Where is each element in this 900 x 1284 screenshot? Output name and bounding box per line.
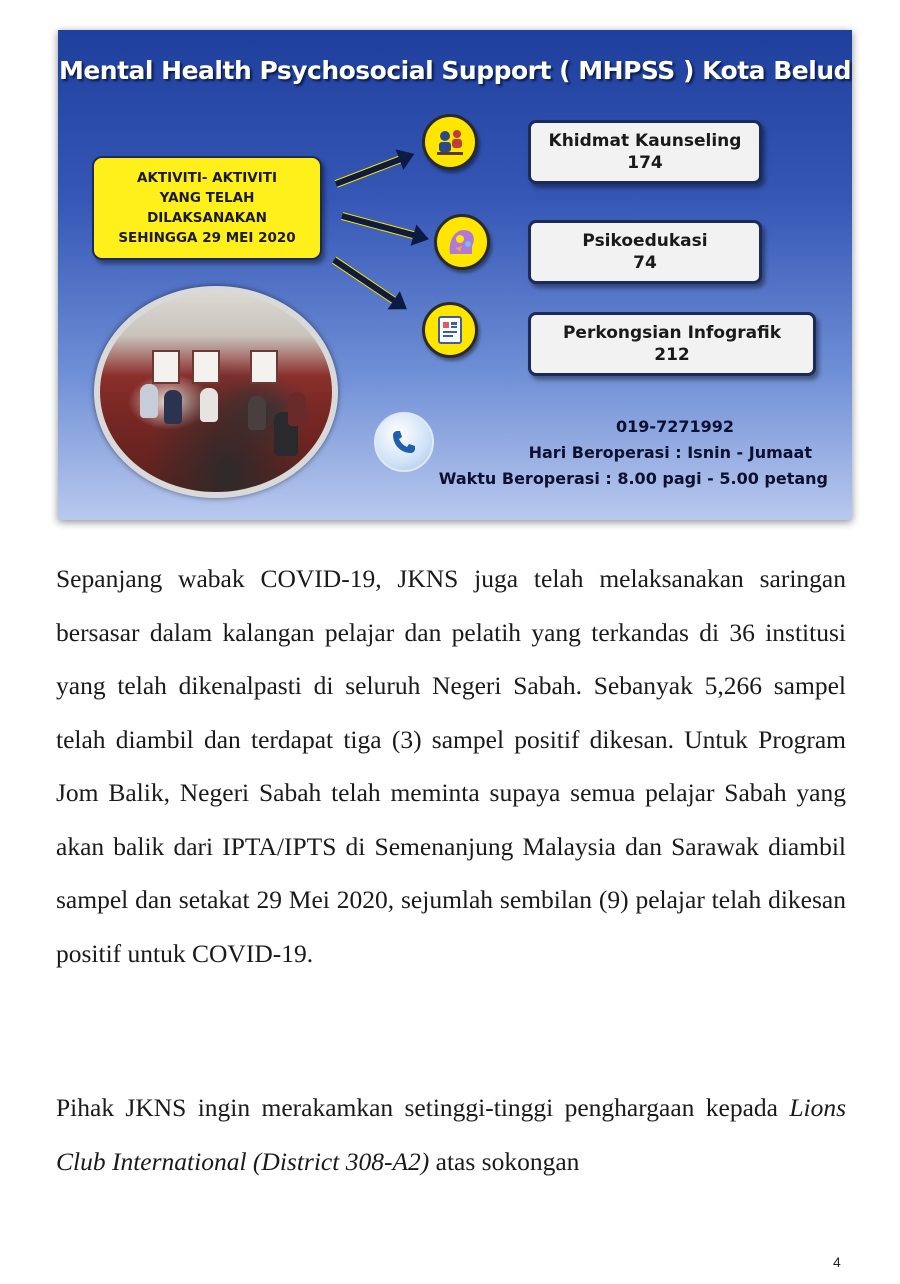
stat-box-psychoeducation — [528, 220, 762, 284]
activity-line: YANG TELAH — [159, 190, 255, 206]
photo-person — [164, 390, 182, 424]
stat-value: 174 — [627, 153, 663, 173]
paragraph-text: Pihak JKNS ingin merakamkan setinggi-tinggi penghargaan kepada — [56, 1093, 778, 1122]
activity-line: AKTIVITI- AKTIVITI — [137, 170, 277, 186]
activity-box — [92, 156, 322, 260]
stat-label: Khidmat Kaunseling — [548, 131, 742, 151]
stat-box-counseling — [528, 120, 762, 184]
stat-value: 212 — [654, 345, 690, 365]
stat-label: Psikoedukasi — [582, 231, 708, 251]
stat-value: 74 — [633, 253, 657, 273]
infographic-icon — [422, 302, 478, 358]
counseling-icon — [422, 114, 478, 170]
paragraph-text: atas sokongan — [435, 1146, 580, 1176]
arrow-to-infographic — [332, 257, 398, 305]
mhpss-infographic — [58, 30, 852, 520]
contact-days: Hari Beroperasi : Isnin - Jumaat — [528, 443, 812, 462]
activity-line: SEHINGGA 29 MEI 2020 — [118, 230, 296, 246]
photo-person — [248, 396, 266, 430]
photo-window — [192, 350, 220, 384]
arrow-to-psychoeducation — [341, 212, 416, 239]
stat-box-infographic — [528, 312, 816, 376]
photo-person — [288, 392, 306, 426]
infographic-title: Mental Health Psychosocial Support ( MHPSS ) Kota Belud — [58, 56, 852, 85]
page-number: 4 — [833, 1254, 841, 1270]
contact-hours: Waktu Beroperasi : 8.00 pagi - 5.00 petang — [438, 469, 828, 488]
organization-name: Lions Club International (District 308-A2) — [56, 1093, 847, 1176]
stat-label: Perkongsian Infografik — [562, 323, 782, 343]
photo-person — [140, 384, 158, 418]
arrow-to-counseling — [335, 155, 403, 188]
contact-phone: 019-7271992 — [616, 417, 734, 436]
paragraph-covid-screening: Sepanjang wabak COVID-19, JKNS juga telah melaksanakan saringan bersasar dalam kalangan pelajar dan pelatih yang terkandas di 36 institusi yang telah dikenalpasti di seluruh Negeri Sabah. Sebanyak 5,266 sampel telah diambil dan terdapat tiga (3) sampel positif dikesan. Untuk Program Jom Balik, Negeri Sabah telah meminta supaya semua pelajar Sabah yang akan balik dari IPTA/IPTS di Semenanjung Malaysia dan Sarawak diambil sampel dan setakat 29 Mei 2020, sejumlah sembilan (9) pelajar telah dikesan positif untuk COVID-19. — [56, 564, 846, 968]
psychoeducation-icon — [434, 214, 490, 270]
session-photo — [94, 286, 338, 498]
paragraph-appreciation — [56, 1081, 846, 1188]
photo-window — [250, 350, 278, 384]
photo-window — [152, 350, 180, 384]
photo-person — [200, 388, 218, 422]
contact-info — [378, 414, 828, 492]
activity-line: DILAKSANAKAN — [147, 210, 267, 226]
